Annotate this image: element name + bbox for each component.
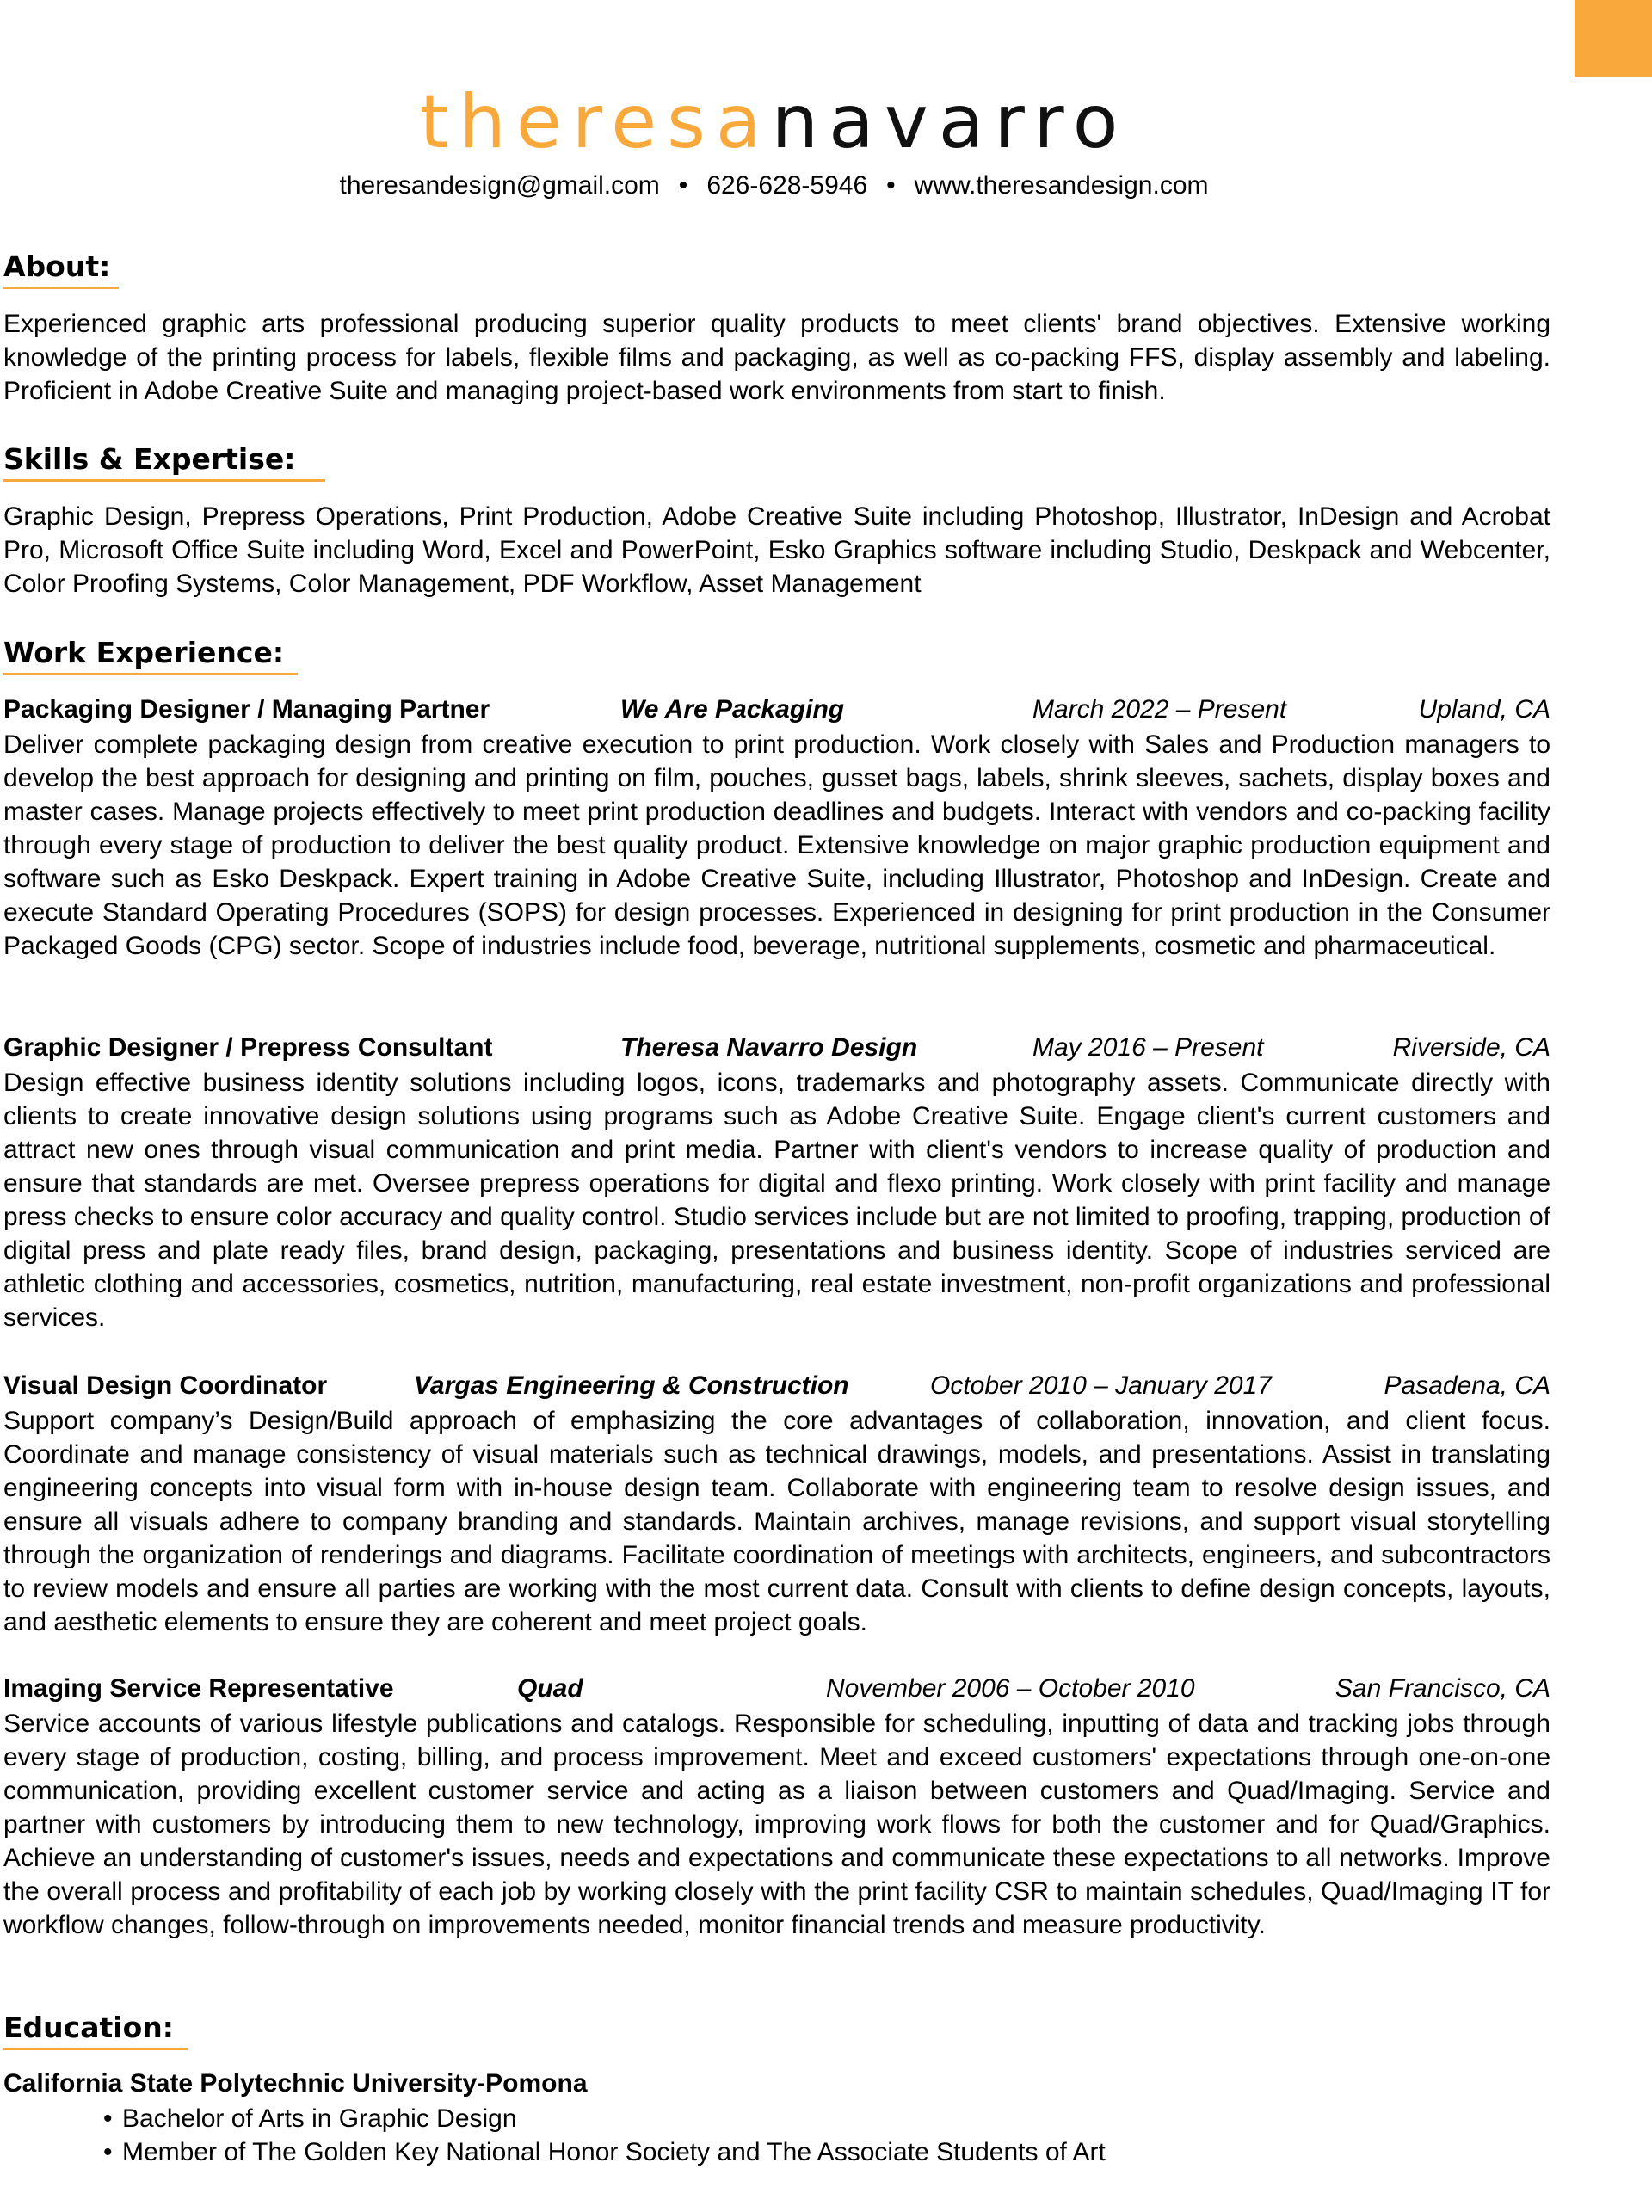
resume-name [0, 79, 1548, 165]
list-item [103, 2135, 1106, 2169]
job-company: We Are Packaging [620, 695, 845, 724]
job-dates: March 2022 – Present [1032, 695, 1287, 724]
job-description: Deliver complete packaging design from creative execution to print production. Work closely with Sales and Production managers to develop the best approach for designing and printing on film, pouches, gusset bags, labels, shrink sleeves, sachets, display boxes and master cases. Manage projects effectively to meet print production deadlines and budgets. Interact with vendors and co-packing facility through every stage of production to deliver the best quality product. Extensive knowledge on major graphic production equipment and software such as Esko Deskpack. Expert training in Adobe Creative Suite, including Illustrator, Photoshop and InDesign. Create and execute Standard Operating Procedures (SOPS) for design processes. Experienced in designing for print production in the Consumer Packaged Goods (CPG) sector. Scope of industries include food, beverage, nutritional supplements, cosmetic and pharmaceutical. [3, 730, 1550, 960]
job-title: Imaging Service Representative [3, 1674, 394, 1703]
job-location: Upland, CA [1418, 695, 1550, 724]
about-heading: About: [3, 250, 111, 283]
first-name: theresa [419, 79, 772, 165]
email-link[interactable]: theresandesign@gmail.com [339, 171, 660, 200]
work-heading-underline [3, 673, 298, 675]
job-company: Theresa Navarro Design [620, 1033, 918, 1062]
about-heading-underline [3, 287, 119, 289]
skills-heading-underline [3, 479, 325, 482]
last-name: navarro [771, 79, 1129, 165]
list-item [103, 2102, 1106, 2135]
about-text: Experienced graphic arts professional producing superior quality products to meet clients' brand objectives. Extensive working knowledge of the printing process for labels, flexible films and packaging, as well as co-packing FFS, display assembly and labeling. Proficient in Adobe Creative Suite and managing project-based work environments from start to finish. [3, 310, 1550, 405]
job-dates: November 2006 – October 2010 [826, 1674, 1195, 1703]
job-dates: May 2016 – Present [1032, 1033, 1264, 1062]
job-header [3, 1369, 1550, 1403]
contact-separator: • [886, 171, 896, 200]
bullet-icon: • [103, 2138, 113, 2166]
job-description: Service accounts of various lifestyle publications and catalogs. Responsible for scheduling, inputting of data and tracking jobs through every stage of production, costing, billing, and process improvement. Meet and exceed customers' expectations through one-on-one communication, providing excellent customer service and acting as a liaison between customers and Quad/Imaging. Service and partner with customers by introducing them to new technology, improving work flows for both the customer and for Quad/Graphics. Achieve an understanding of customer's issues, needs and expectations and communicate these expectations to all networks. Improve the overall process and profitability of each job by working closely with the print facility CSR to maintain schedules, Quad/Imaging IT for workflow changes, follow-through on improvements needed, monitor financial trends and measure productivity. [3, 1710, 1550, 1939]
website-link[interactable]: www.theresandesign.com [914, 171, 1209, 200]
contact-line [0, 169, 1548, 203]
contact-separator: • [678, 171, 688, 200]
degree-text: Bachelor of Arts in Graphic Design [122, 2104, 517, 2133]
job-location: San Francisco, CA [1335, 1674, 1550, 1703]
job-location: Riverside, CA [1392, 1033, 1550, 1062]
job-company: Quad [517, 1674, 583, 1703]
honor-society-text: Member of The Golden Key National Honor Society and The Associate Students of Art [122, 2138, 1106, 2166]
job-title: Packaging Designer / Managing Partner [3, 695, 490, 724]
bullet-icon: • [103, 2104, 113, 2133]
school-name: California State Polytechnic University-Pomona [3, 2069, 588, 2098]
job-header [3, 1031, 1550, 1065]
job-title: Graphic Designer / Prepress Consultant [3, 1033, 493, 1062]
work-heading: Work Experience: [3, 636, 285, 669]
job-title: Visual Design Coordinator [3, 1371, 328, 1400]
job-company: Vargas Engineering & Construction [414, 1371, 849, 1400]
job-location: Pasadena, CA [1384, 1371, 1550, 1400]
job-description: Design effective business identity solutions including logos, icons, trademarks and photography assets. Communicate directly with clients to create innovative design solutions using programs such as Adobe Creative Suite. Engage client's current customers and attract new ones through visual communication and print media. Partner with client's vendors to increase quality of production and ensure that standards are met. Oversee prepress operations for digital and flexo printing. Work closely with print facility and manage press checks to ensure color accuracy and quality control. Studio services include but are not limited to proofing, trapping, production of digital press and plate ready files, brand design, packaging, presentations and business identity. Scope of industries serviced are athletic clothing and accessories, cosmetics, nutrition, manufacturing, real estate investment, non-profit organizations and professional services. [3, 1069, 1550, 1332]
corner-accent-tab [1575, 0, 1652, 77]
education-list [103, 2102, 1106, 2169]
education-heading-underline [3, 2048, 188, 2050]
skills-text: Graphic Design, Prepress Operations, Print Production, Adobe Creative Suite including Photoshop, Illustrator, InDesign and Acrobat Pro, Microsoft Office Suite including Word, Excel and PowerPoint, Esko Graphics software including Studio, Deskpack and Webcenter, Color Proofing Systems, Color Management, PDF Workflow, Asset Management [3, 502, 1550, 598]
education-heading: Education: [3, 2011, 174, 2044]
job-header [3, 1672, 1550, 1706]
job-header [3, 693, 1550, 727]
phone-number: 626-628-5946 [706, 171, 868, 200]
job-description: Support company’s Design/Build approach of emphasizing the core advantages of collaboration, innovation, and client focus. Coordinate and manage consistency of visual materials such as technical drawings, models, and presentations. Assist in translating engineering concepts into visual form with in-house design team. Collaborate with engineering team to resolve design issues, and ensure all visuals adhere to company branding and standards. Maintain archives, manage revisions, and support visual storytelling through the organization of renderings and diagrams. Facilitate coordination of meetings with architects, engineers, and subcontractors to review models and ensure all parties are working with the most current data. Consult with clients to define design concepts, layouts, and aesthetic elements to ensure they are coherent and meet project goals. [3, 1407, 1550, 1636]
job-dates: October 2010 – January 2017 [930, 1371, 1272, 1400]
skills-heading: Skills & Expertise: [3, 442, 296, 476]
